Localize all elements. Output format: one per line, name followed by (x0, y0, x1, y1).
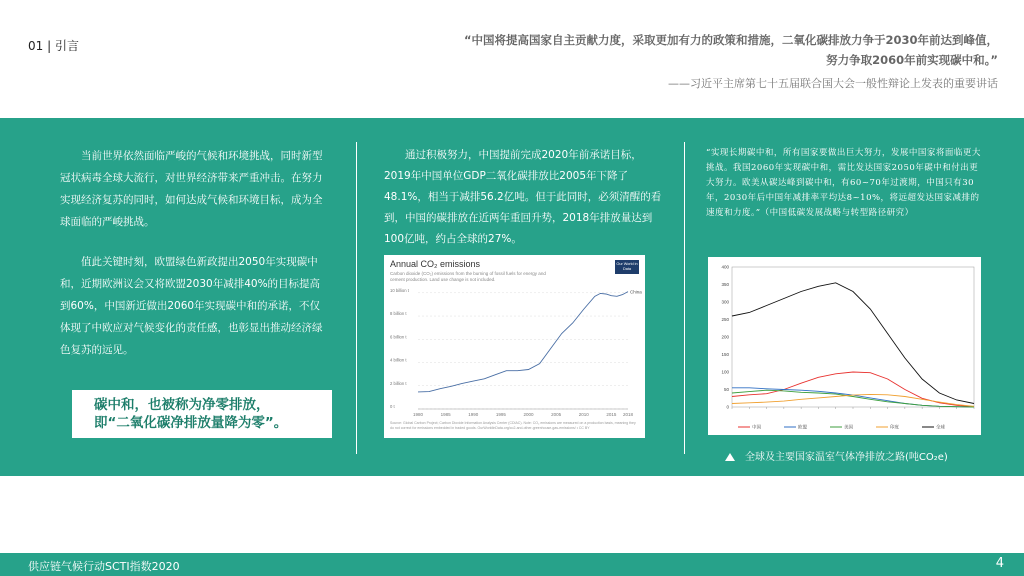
chart-caption (725, 448, 948, 463)
caption-text: 全球及主要国家温室气体净排放之路(吨CO₂e) (745, 452, 948, 463)
chart1-subtitle: Carbon dioxide (CO₂) emissions from the burning of fossil fuels for energy and cement production. Land use change is not included. (390, 271, 546, 282)
chart2-series-line (732, 283, 974, 404)
chart1-y-tick-label: 2 billion t (390, 380, 407, 386)
chart2-y-tick-label: 150 (721, 352, 729, 357)
chart1-y-tick-label: 10 billion t (390, 287, 409, 293)
chart2-series-line (732, 390, 974, 407)
co2-emissions-chart (384, 255, 645, 438)
column-divider-2 (684, 142, 685, 454)
chart1-y-tick-label: 0 t (390, 404, 395, 409)
chart1-x-tick-label: 2015 (606, 412, 617, 417)
column-divider-1 (356, 142, 357, 454)
column-2 (384, 145, 664, 250)
triangle-icon (725, 453, 735, 461)
chart1-x-tick-label: 1990 (468, 412, 479, 417)
section-label: 01 | 引言 (28, 39, 79, 53)
footer-bar (0, 553, 1024, 576)
chart1-x-tick-label: 2000 (523, 412, 534, 417)
quote-attribution: ——习近平主席第七十五届联合国大会一般性辩论上发表的重要讲话 (668, 77, 998, 90)
col2-paragraph-1: 通过积极努力，中国提前完成2020年前承诺目标，2019年中国单位GDP二氧化碳排放比2005年下降了48.1%，相当于减排56.2亿吨。但于此同时，必须清醒的看到，中国的碳排放在近两年重回升势，2018年排放量达到100亿吨，约占全球的27%。 (384, 149, 662, 245)
highlight-line-2: 即“二氧化碳净排放量降为零”。 (94, 415, 288, 431)
chart1-y-tick-label: 8 billion t (390, 311, 407, 317)
chart2-y-tick-label: 350 (721, 282, 729, 287)
highlight-box (62, 390, 332, 438)
chart1-x-tick-label: 2018 (622, 412, 634, 417)
chart1-x-tick-label: 1985 (440, 412, 451, 417)
chart1-title: Annual CO₂ emissions (390, 259, 481, 269)
column-1 (60, 145, 330, 361)
highlight-accent-bar (62, 390, 72, 438)
chart2-y-tick-label: 100 (721, 369, 729, 375)
chart2-y-tick-label: 400 (721, 264, 729, 270)
column-3: “实现长期碳中和，所有国家要做出巨大努力，发展中国家将面临更大挑战。我国2060年实现碳中和，需比发达国家2050年碳中和付出更大努力。欧美从碳达峰到碳中和，有60~70年过渡期，中国只有30年，2030年后中国年减排率平均达8~10%，将远超发达国家减排的速度和力度。”（中国低碳发展战略与转型路径研究） (706, 148, 981, 218)
page-number: 4 (995, 556, 1004, 571)
footer-document-name: 供应链气候行动SCTI指数2020 (28, 560, 180, 573)
chart1-source: Source: Global Carbon Project; Carbon Dioxide Information Analysis Center (CDIAC). Note: CO₂ emissions are measured on a production basis, meaning they do not correct for emissions embedded in traded goods. OurWorldInData.org/co2-and-other-greenhouse-gas-emissions/ • CC BY (390, 421, 636, 430)
chart2-legend-label: 印度 (890, 425, 899, 431)
chart1-x-tick-label: 2010 (578, 412, 589, 417)
chart2-y-tick-label: 200 (721, 334, 729, 340)
highlight-text (94, 396, 287, 432)
chart1-plot (384, 281, 645, 421)
quote-line-2: 努力争取2060年前实现碳中和。” (826, 53, 998, 67)
owid-logo: Our World in Data (615, 260, 639, 274)
col1-paragraph-1: 当前世界依然面临严峻的气候和环境挑战，同时新型冠状病毒全球大流行，对世界经济带来严重冲击。在努力实现经济复苏的同时，如何达成气候和环境目标，成为全球面临的严峻挑战。 (60, 150, 323, 228)
header-quote (438, 30, 998, 92)
highlight-line-1: 碳中和，也被称为净零排放， (94, 397, 270, 413)
chart1-series-label: China (630, 289, 642, 295)
chart1-series-line (418, 292, 628, 392)
chart2-plot (708, 257, 981, 435)
chart1-x-tick-label: 1995 (495, 412, 506, 417)
chart2-y-tick-label: 250 (721, 317, 729, 322)
chart2-legend-label: 欧盟 (798, 425, 807, 431)
chart1-x-tick-label: 2005 (551, 412, 562, 417)
chart2-plot-frame (732, 267, 974, 407)
chart2-y-tick-label: 0 (726, 404, 729, 410)
chart2-y-tick-label: 50 (723, 387, 729, 392)
chart1-y-tick-label: 6 billion t (390, 334, 407, 340)
chart1-x-tick-label: 1980 (412, 412, 424, 417)
chart2-legend-label: 全球 (936, 425, 945, 431)
chart2-legend-label: 中国 (752, 425, 761, 431)
chart2-legend-label: 美国 (844, 425, 853, 431)
net-emissions-chart (708, 257, 981, 435)
quote-line-1: “中国将提高国家自主贡献力度，采取更加有力的政策和措施，二氧化碳排放力争于2030年前达到峰值， (463, 33, 998, 47)
chart2-y-tick-label: 300 (721, 299, 729, 305)
col1-paragraph-2: 值此关键时刻，欧盟绿色新政提出2050年实现碳中和，近期欧洲议会又将欧盟2030年减排40%的目标提高到60%，中国新近做出2060年实现碳中和的承诺，不仅体现了中欧应对气候变化的责任感，也彰显出推动经济绿色复苏的远见。 (60, 256, 323, 356)
chart1-y-tick-label: 4 billion t (390, 357, 407, 363)
